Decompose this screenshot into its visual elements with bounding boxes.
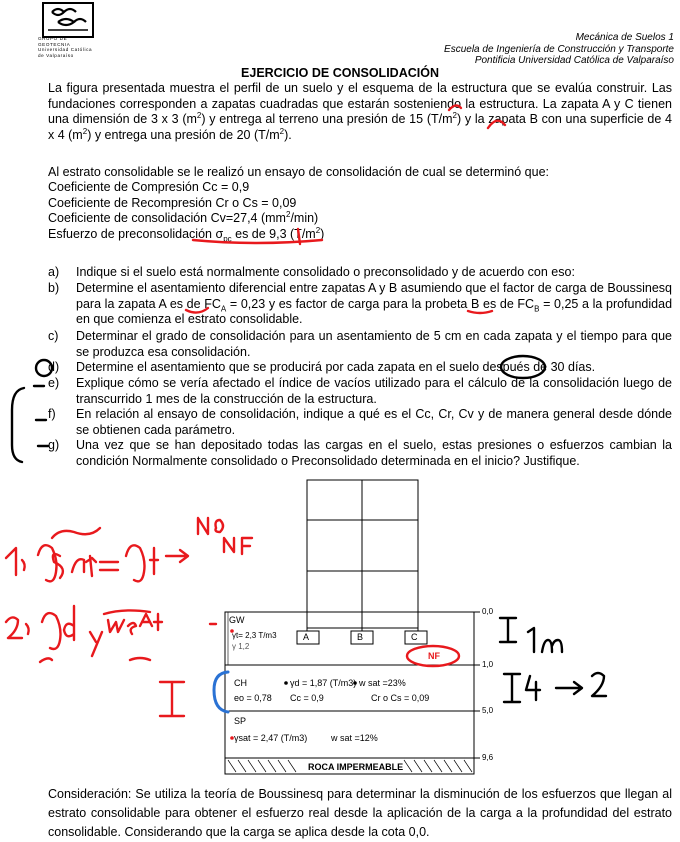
depth-label: 9,6 xyxy=(482,753,494,762)
cc-fig-label: Cc = 0,9 xyxy=(290,693,324,703)
intro-text-3: ) y la zapata B con una superficie de 4 x 4 (m xyxy=(48,112,672,142)
intro-text-4: ) y entrega una presión de 20 (T/m xyxy=(87,127,280,142)
question-text: En relación al ensayo de consolidación, indique a qué es el Cc, Cr, Cv y de manera general desde dónde se obtienen cada parámetro. xyxy=(76,407,672,437)
gsat-label: γsat = 2,47 (T/m3) xyxy=(234,733,308,743)
sigma-symbol: σ xyxy=(215,227,224,241)
gamma-d-label: γd = 1,87 (T/m3) xyxy=(290,678,357,688)
cv-unit: /min) xyxy=(290,211,319,225)
zapata-b-label: B xyxy=(357,632,364,642)
wsat-ch-label: w sat =23% xyxy=(359,678,406,688)
sup: 2 xyxy=(315,225,321,235)
question-key: f) xyxy=(48,407,56,421)
bullet-dot xyxy=(284,681,288,685)
question-text: Determinar el grado de consolidación para un asentamiento de 5 cm en cada zapata y el tiempo para que se produzca esa consolidación. xyxy=(76,329,672,359)
test-intro: Al estrato consolidable se le realizó un ensayo de consolidación de cual se determinó que: xyxy=(48,165,550,179)
sigma-sub: pc xyxy=(223,234,232,244)
ch-label: CH xyxy=(234,678,247,688)
cc-line: Coeficiente de Compresión Cc = 0,9 xyxy=(48,180,250,194)
sub: A xyxy=(220,304,227,313)
intro-text-5: ). xyxy=(284,127,292,142)
intro-text-1: La figura presentada muestra el perfil de un suelo y el esquema de la estructura que se evalúa construir. Las fundaciones corresponden a zapatas cuadradas que estarán sosteniendo la estructura. La zapata A y C tienen una dimensión de 3 x 3 (m xyxy=(48,81,672,126)
page-title: EJERCICIO DE CONSOLIDACIÓN xyxy=(241,66,439,80)
handwritten-depth-notes xyxy=(500,618,606,702)
sigma-text: Esfuerzo de preconsolidación xyxy=(48,227,216,241)
depth-label: 0,0 xyxy=(482,607,494,616)
sigma-value: es de 9,3 (T/m xyxy=(231,227,316,241)
cv-text: Coeficiente de consolidación Cv=27,4 (mm xyxy=(48,211,286,225)
sub: B xyxy=(534,304,540,313)
bedrock-label: ROCA IMPERMEABLE xyxy=(308,762,404,772)
question-key: b) xyxy=(48,281,60,295)
logo-text: GRUPO DE GEOTECNIA Universidad Católica de Valparaíso xyxy=(38,36,93,58)
gamma-t-label: γt= 2,3 T/m3 xyxy=(232,631,277,640)
zapata-a-label: A xyxy=(303,632,310,642)
handwritten-annotations xyxy=(6,105,545,716)
question-b-part3: = 0,25 a la profundidad en que comienza el estrato consolidable. xyxy=(76,296,673,326)
university-name: Pontificia Universidad Católica de Valparaíso xyxy=(474,55,674,66)
sup: 2 xyxy=(82,126,88,136)
depth-label: 1,0 xyxy=(482,660,494,669)
question-text: Una vez que se han depositado todas las cargas en el suelo, estas presiones o esfuerzos cambian la condición Normalmente consolidado o Preconsolidado determinada en el inicio? Justifique. xyxy=(76,438,672,468)
question-text: Explique cómo se vería afectado el índice de vacíos utilizado para el cálculo de la consolidación luego de transcurrido 1 mes de la construcción de la estructura. xyxy=(76,376,672,406)
intro-text-2: ) y entrega al terreno una presión de 15 (T/m xyxy=(201,112,453,126)
question-text: Indique si el suelo está normalmente consolidado o preconsolidado y de acuerdo con eso: xyxy=(76,265,575,279)
gw-label: GW xyxy=(229,615,245,625)
building-frame xyxy=(307,480,418,628)
blue-bracket xyxy=(214,672,228,712)
sp-label: SP xyxy=(234,716,247,726)
question-key: d) xyxy=(48,360,60,374)
eo-label: eo = 0,78 xyxy=(234,693,272,703)
sup: 2 xyxy=(285,209,291,219)
school-name: Escuela de Ingeniería de Construcción y Transporte xyxy=(444,43,674,55)
sup: 2 xyxy=(196,110,202,120)
cr-fig-label: Cr o Cs = 0,09 xyxy=(371,693,430,703)
wsat-sp-label: w sat =12% xyxy=(331,733,378,743)
question-key: a) xyxy=(48,265,60,279)
question-key: e) xyxy=(48,376,60,390)
course-name: Mecánica de Suelos 1 xyxy=(575,32,674,43)
cr-line: Coeficiente de Recompresión Cr o Cs = 0,09 xyxy=(48,196,297,210)
question-b-part1: Determine el asentamiento diferencial entre zapatas A y B asumiendo que el factor de carga de Boussinesq para la zapata A es de FC xyxy=(76,281,672,311)
question-key: g) xyxy=(48,438,60,452)
nf-handwritten: NF xyxy=(428,651,440,661)
depth-label: 5,0 xyxy=(482,706,494,715)
question-b-part2: = 0,23 y es factor de carga para la probeta B es de FC xyxy=(226,296,535,311)
sigma-close: ) xyxy=(320,227,325,241)
consideration-paragraph: Consideración: Se utiliza la teoría de Boussinesq para determinar la disminución de los esfuerzos que llegan al estrato consolidable para obtener el esfuerzo real desde la aplicación de la carga a la profundidad del estrato consolidable. Considerando que la carga se aplica desde la cota 0,0. xyxy=(48,787,672,839)
zapata-c-label: C xyxy=(411,632,418,642)
sup: 2 xyxy=(279,126,285,136)
question-text: Determine el asentamiento que se producirá por cada zapata en el suelo después de 30 días. xyxy=(76,360,596,374)
sup: 2 xyxy=(452,110,457,120)
question-key: c) xyxy=(48,329,59,343)
gamma-t2-label: γ 1,2 xyxy=(232,642,250,651)
